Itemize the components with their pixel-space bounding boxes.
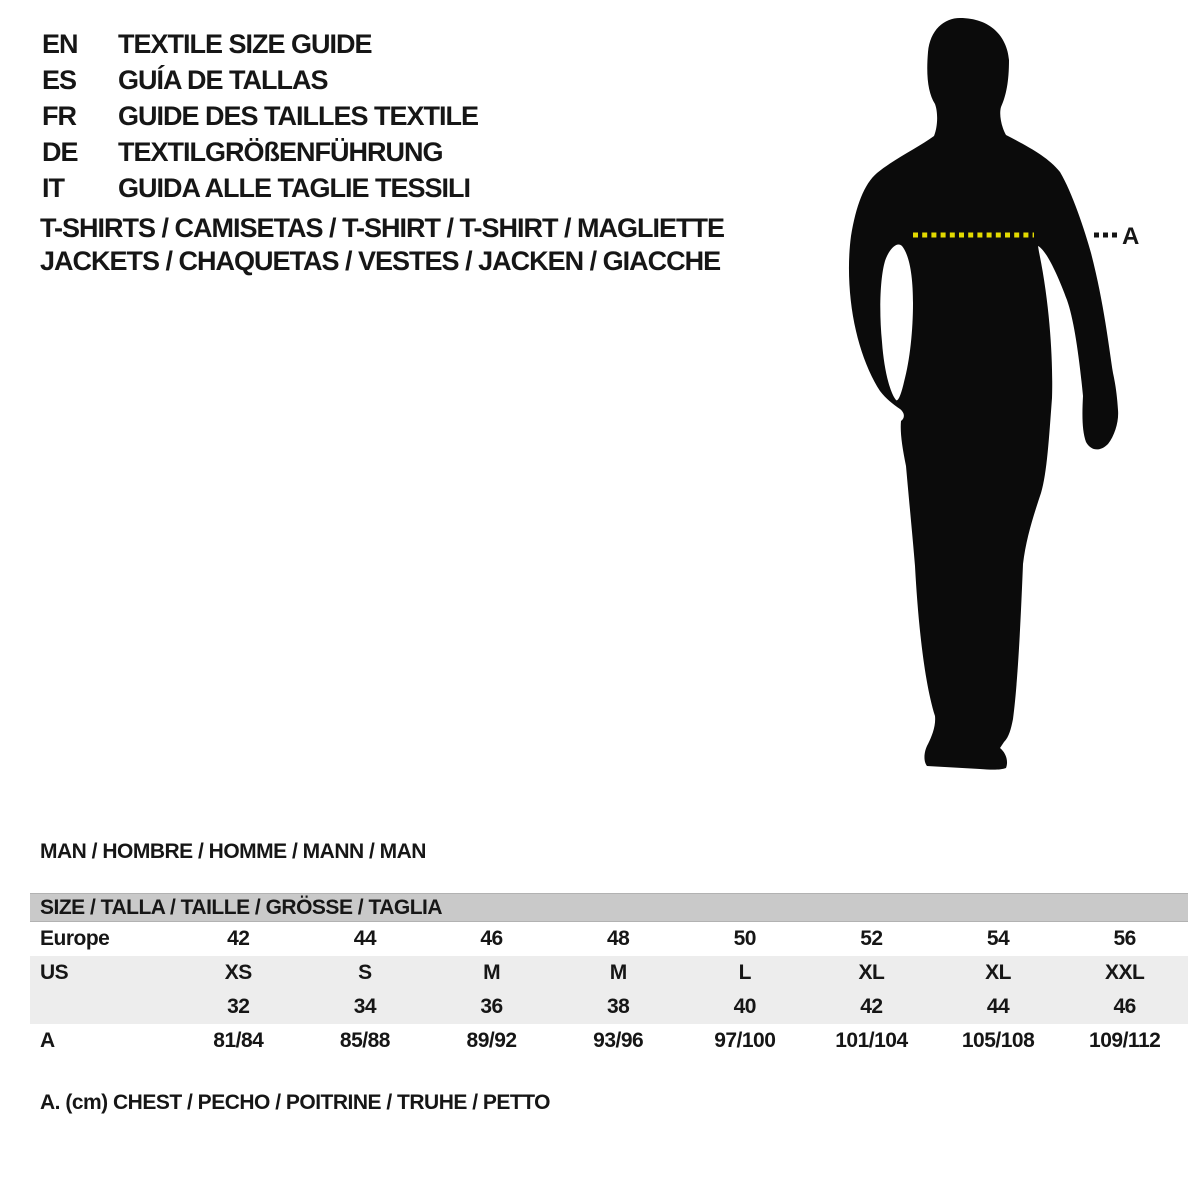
table-header-bar: SIZE / TALLA / TAILLE / GRÖSSE / TAGLIA [30,893,1188,922]
size-cell: 48 [607,927,630,950]
footnote: A. (cm) CHEST / PECHO / POITRINE / TRUHE / PETTO [40,1091,551,1114]
language-row [42,134,478,170]
category-line: JACKETS / CHAQUETAS / VESTES / JACKEN / GIACCHE [40,246,721,276]
language-title: GUIDE DES TAILLES TEXTILE [118,101,479,131]
row-label [30,990,175,1024]
size-cell: XL [985,961,1011,984]
size-cell: 56 [1113,927,1136,950]
language-row [42,26,478,62]
size-cell: 97/100 [714,1029,776,1052]
row-label: A [40,1029,55,1052]
size-cell: 85/88 [339,1029,390,1052]
size-cell: 40 [733,995,756,1018]
language-list [42,26,478,206]
size-cell: 93/96 [593,1029,644,1052]
size-cell: XXL [1105,961,1145,984]
language-title: GUÍA DE TALLAS [118,65,328,95]
size-cell: 54 [986,927,1010,950]
language-row [42,170,478,206]
figure-area [820,0,1200,800]
size-cell: 50 [733,927,756,950]
size-cell: 109/112 [1089,1029,1161,1052]
row-label: US [40,961,69,984]
size-cell: 38 [607,995,630,1018]
size-cell: L [738,961,751,984]
table-row [30,922,1188,956]
section-heading: MAN / HOMBRE / HOMME / MANN / MAN [40,840,426,863]
language-code: IT [42,173,64,203]
size-cell: 46 [1113,995,1136,1018]
size-cell: 81/84 [213,1029,264,1052]
size-cell: 32 [227,995,250,1018]
measure-marker-label: A [1122,223,1140,250]
size-cell: M [483,961,501,984]
table-row [30,956,1188,990]
size-cell: 101/104 [835,1029,908,1052]
size-cell: 34 [353,995,377,1018]
man-silhouette-icon [820,0,1200,800]
category-line: T-SHIRTS / CAMISETAS / T-SHIRT / T-SHIRT / MAGLIETTE [40,213,725,243]
size-cell: 44 [986,995,1010,1018]
language-row [42,62,478,98]
language-title: GUIDA ALLE TAGLIE TESSILI [118,173,470,203]
size-table [30,893,1188,1058]
category-lines [40,212,724,278]
size-cell: 36 [480,995,503,1018]
size-cell: 52 [860,927,883,950]
table-row [30,990,1188,1024]
size-cell: 105/108 [961,1029,1035,1052]
row-label: Europe [40,927,110,950]
language-title: TEXTILE SIZE GUIDE [118,29,372,59]
language-row [42,98,478,134]
size-cell: S [358,961,372,984]
table-row [30,1024,1188,1058]
language-title: TEXTILGRÖßENFÜHRUNG [118,137,443,167]
size-cell: XL [858,961,885,984]
size-cell: XS [224,961,252,984]
size-cell: 42 [227,927,250,950]
size-cell: 44 [353,927,377,950]
size-cell: 89/92 [466,1029,517,1052]
size-cell: 42 [860,995,883,1018]
size-cell: 46 [480,927,503,950]
language-code: EN [42,29,78,59]
size-cell: M [609,961,627,984]
language-code: ES [42,65,77,95]
language-code: FR [42,101,76,131]
language-code: DE [42,137,78,167]
